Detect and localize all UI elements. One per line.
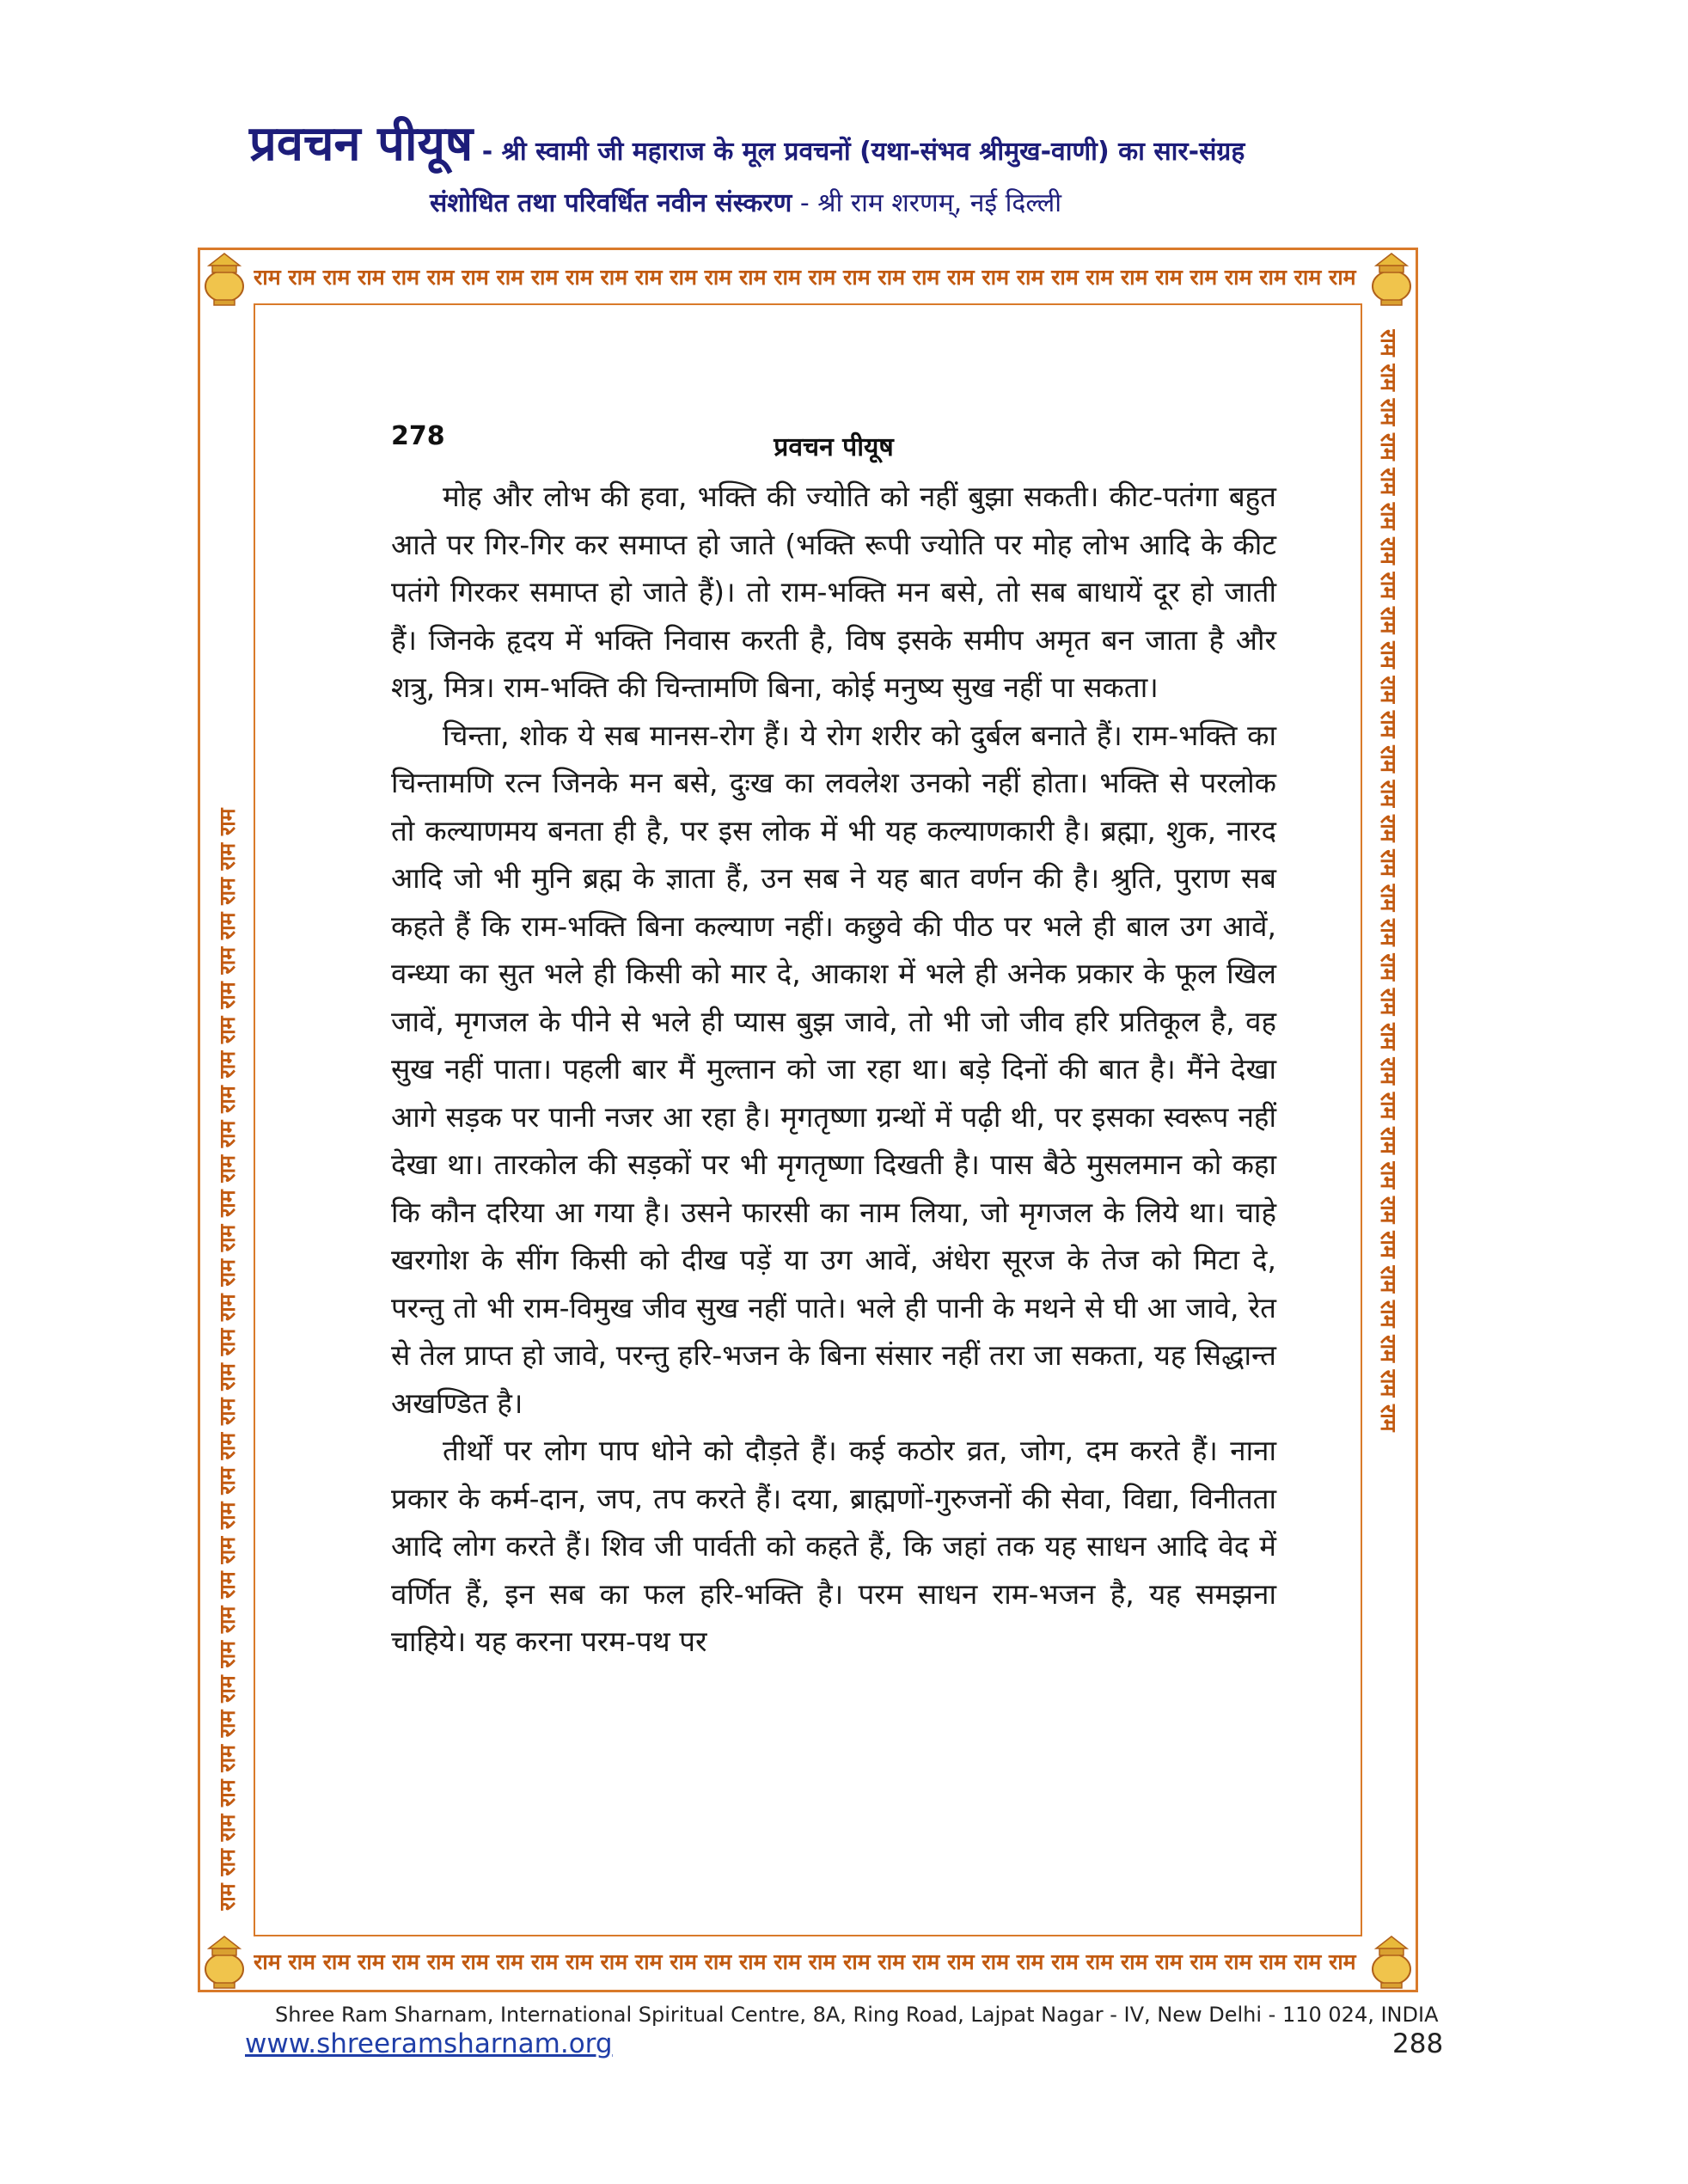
footer-page-number: 288 — [1392, 2028, 1444, 2059]
header-title: प्रवचन पीयूष — [249, 116, 474, 172]
website-link[interactable]: www.shreeramsharnam.org — [245, 2028, 613, 2059]
book-page-title: प्रवचन पीयूष — [774, 432, 894, 462]
kalash-icon — [200, 250, 248, 307]
footer-address: Shree Ram Sharnam, International Spiritual Centre, 8A, Ring Road, Lajpat Nagar - IV, New Delhi - 110 024, INDIA — [275, 2003, 1439, 2027]
book-page-number: 278 — [391, 421, 445, 451]
border-text-top: राम राम राम राम राम राम राम राम राम राम राम राम राम राम राम राम राम राम राम राम राम राम राम राम राम राम राम राम राम राम राम राम — [254, 265, 1356, 290]
book-page — [391, 421, 1276, 1900]
border-text-left: राम राम राम राम राम राम राम राम राम राम राम राम राम राम राम राम राम राम राम राम राम राम राम राम राम राम राम राम राम राम राम राम — [215, 808, 240, 1911]
kalash-icon — [1367, 1933, 1416, 1990]
border-text-right: राम राम राम राम राम राम राम राम राम राम राम राम राम राम राम राम राम राम राम राम राम राम राम राम राम राम राम राम राम राम राम राम — [1376, 329, 1401, 1432]
edition-label: संशोधित तथा परिवर्धित नवीन संस्करण — [430, 188, 792, 218]
paragraph: मोह और लोभ की हवा, भक्ति की ज्योति को नहीं बुझा सकती। कीट-पतंगा बहुत आते पर गिर-गिर कर समाप्त हो जाते (भक्ति रूपी ज्योति पर मोह लोभ आदि के कीट पतंगे गिरकर समाप्त हो जाते हैं)। तो राम-भक्ति मन बसे, तो सब बाधायें दूर हो जाती हैं। जिनके हृदय में भक्ति निवास करती है, विष इसके समीप अमृत बन जाता है और शत्रु, मित्र। राम-भक्ति की चिन्तामणि बिना, कोई मनुष्य सुख नहीं पा सकता। — [391, 480, 1276, 704]
kalash-icon — [200, 1933, 248, 1990]
book-page-header — [391, 421, 1276, 464]
publisher-label: - श्री राम शरणम्, नई दिल्ली — [792, 188, 1061, 218]
document-header — [249, 110, 1453, 179]
paragraph: चिन्ता, शोक ये सब मानस-रोग हैं। ये रोग शरीर को दुर्बल बनाते हैं। राम-भक्ति का चिन्तामणि रत्न जिनके मन बसे, दुःख का लवलेश उनको नहीं होता। भक्ति से परलोक तो कल्याणमय बनता ही है, पर इस लोक में भी यह कल्याणकारी है। ब्रह्मा, शुक, नारद आदि जो भी मुनि ब्रह्म के ज्ञाता हैं, उन सब ने यह बात वर्णन की है। श्रुति, पुराण सब कहते हैं कि राम-भक्ति बिना कल्याण नहीं। कछुवे की पीठ पर भले ही बाल उग आवें, वन्ध्या का सुत भले ही किसी को मार दे, आकाश में भले ही अनेक प्रकार के फूल खिल जावें, मृगजल के पीने से भले ही प्यास बुझ जावे, तो भी जो जीव हरि प्रतिकूल है, वह सुख नहीं पाता। पहली बार मैं मुल्तान को जा रहा था। बड़े दिनों की बात है। मैंने देखा आगे सड़क पर पानी नजर आ रहा है। मृगतृष्णा ग्रन्थों में पढ़ी थी, पर इसका स्वरूप नहीं देखा था। तारकोल की सड़कों पर भी मृगतृष्णा दिखती है। पास बैठे मुसलमान को कहा कि कौन दरिया आ गया है। उसने फारसी का नाम लिया, जो मृगजल के लिये था। चाहे खरगोश के सींग किसी को दीख पड़ें या उग आवें, अंधेरा सूरज के तेज को मिटा दे, परन्तु तो भी राम-विमुख जीव सुख नहीं पाते। भले ही पानी के मथने से घी आ जावे, रेत से तेल प्राप्त हो जावे, परन्तु हरि-भजन के बिना संसार नहीं तरा जा सकता, यह सिद्धान्त अखण्डित है। — [391, 718, 1276, 1420]
border-text-bottom: राम राम राम राम राम राम राम राम राम राम राम राम राम राम राम राम राम राम राम राम राम राम राम राम राम राम राम राम राम राम राम राम — [254, 1949, 1356, 1974]
body-text — [391, 473, 1276, 1666]
paragraph: तीर्थों पर लोग पाप धोने को दौड़ते हैं। कई कठोर व्रत, जोग, दम करते हैं। नाना प्रकार के कर्म-दान, जप, तप करते हैं। दया, ब्राह्मणों-गुरुजनों की सेवा, विद्या, विनीतता आदि लोग करते हैं। शिव जी पार्वती को कहते हैं, कि जहां तक यह साधन आदि वेद में वर्णित हैं, इन सब का फल हरि-भक्ति है। परम साधन राम-भजन है, यह समझना चाहिये। यह करना परम-पथ पर — [391, 1434, 1276, 1658]
edition-line — [430, 182, 1289, 225]
kalash-icon — [1367, 250, 1416, 307]
header-subtitle: - श्री स्वामी जी महाराज के मूल प्रवचनों (यथा-संभव श्रीमुख-वाणी) का सार-संग्रह — [473, 137, 1245, 167]
